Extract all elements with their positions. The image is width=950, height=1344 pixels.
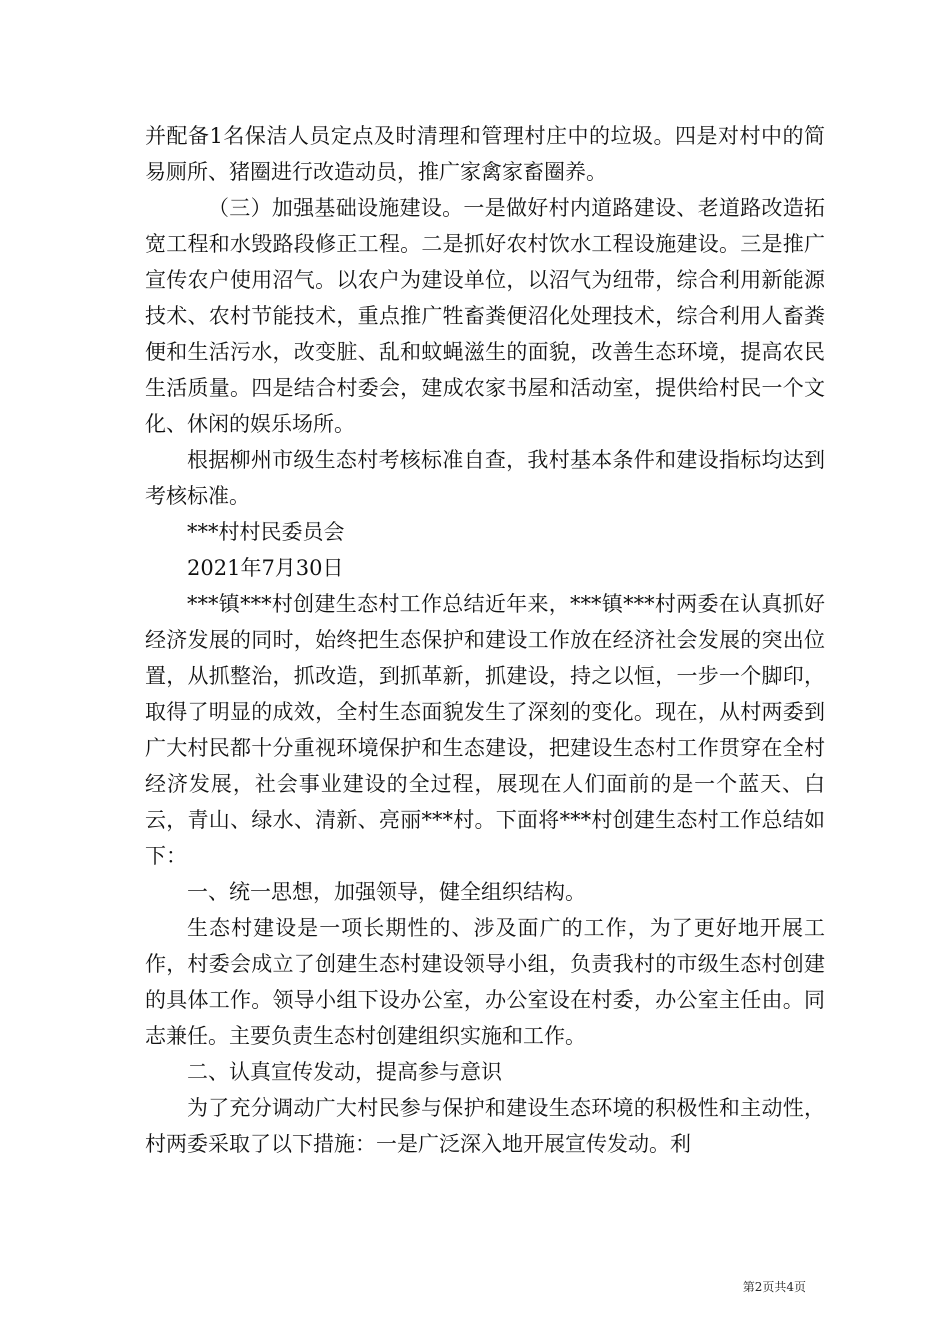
signature-date: 2021年7月30日 [187,556,344,580]
paragraph-self-assessment: 根据柳州市级生态村考核标准自查，我村基本条件和建设指标均达到考核标准。 [145,448,825,508]
document-body [145,118,825,1162]
signature-committee: ***村村民委员会 [187,520,345,544]
section-heading-2: 二、认真宣传发动，提高参与意识 [187,1060,502,1084]
paragraph-leadership: 生态村建设是一项长期性的、涉及面广的工作，为了更好地开展工作，村委会成立了创建生态村建设领导小组，负责我村的市级生态村创建的具体工作。领导小组下设办公室，办公室设在村委，办公室主任由。同志兼任。主要负责生态村创建组织实施和工作。 [145,916,825,1048]
page-number-footer: 第2页共4页 [742,1280,806,1294]
paragraph-sanitation-continuation: 并配备1名保洁人员定点及时清理和管理村庄中的垃圾。四是对村中的简易厕所、猪圈进行改造动员，推广家禽家畜圈养。 [145,124,825,184]
paragraph-infrastructure: （三）加强基础设施建设。一是做好村内道路建设、老道路改造拓宽工程和水毁路段修正工程。二是抓好农村饮水工程设施建设。三是推广宣传农户使用沼气。以农户为建设单位，以沼气为纽带，综合利用新能源技术、农村节能技术，重点推广牲畜粪便沼化处理技术，综合利用人畜粪便和生活污水，改变脏、乱和蚊蝇滋生的面貌，改善生态环境，提高农民生活质量。四是结合村委会，建成农家书屋和活动室，提供给村民一个文化、休闲的娱乐场所。 [145,196,825,436]
paragraph-summary-intro: ***镇***村创建生态村工作总结近年来，***镇***村两委在认真抓好经济发展的同时，始终把生态保护和建设工作放在经济社会发展的突出位置，从抓整治，抓改造，到抓革新，抓建设，持之以恒，一步一个脚印，取得了明显的成效，全村生态面貌发生了深刻的变化。现在，从村两委到广大村民都十分重视环境保护和生态建设，把建设生态村工作贯穿在全村经济发展，社会事业建设的全过程，展现在人们面前的是一个蓝天、白云，青山、绿水、清新、亮丽***村。下面将***村创建生态村工作总结如下： [145,592,825,868]
section-heading-1: 一、统一思想，加强领导，健全组织结构。 [187,880,586,904]
paragraph-publicity: 为了充分调动广大村民参与保护和建设生态环境的积极性和主动性，村两委采取了以下措施：一是广泛深入地开展宣传发动。利 [145,1096,825,1156]
